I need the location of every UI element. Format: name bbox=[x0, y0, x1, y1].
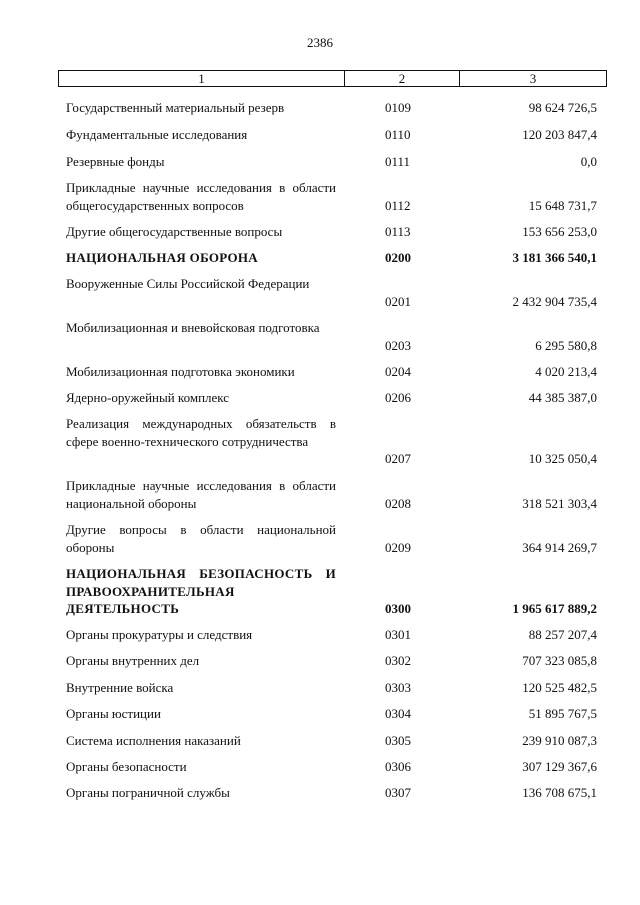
row-code: 0304 bbox=[385, 706, 411, 721]
row-amount: 239 910 087,3 bbox=[522, 733, 597, 748]
row-code: 0305 bbox=[385, 733, 411, 748]
header-col-1: 1 bbox=[59, 71, 345, 86]
row-name: Система исполнения наказаний bbox=[66, 733, 241, 748]
page-number: 2386 bbox=[307, 35, 333, 50]
row-name: Вооруженные Силы Российской Федерации bbox=[66, 276, 310, 291]
row-amount: 120 203 847,4 bbox=[522, 127, 597, 142]
row-name: Другие общегосударственные вопросы bbox=[66, 224, 283, 239]
row-code: 0113 bbox=[385, 224, 411, 239]
row-amount: 2 432 904 735,4 bbox=[512, 293, 597, 309]
row-code: 0204 bbox=[385, 364, 411, 379]
header-col-2: 2 bbox=[345, 71, 460, 86]
row-amount: 364 914 269,7 bbox=[522, 539, 597, 555]
row-name: Мобилизационная и вневойсковая подготовка bbox=[66, 320, 320, 335]
row-code: 0300 bbox=[385, 601, 411, 616]
row-name: Прикладные научные исследования в области национальной обороны bbox=[66, 478, 336, 511]
row-amount: 307 129 367,6 bbox=[522, 759, 597, 774]
row-name: Органы внутренних дел bbox=[66, 653, 200, 668]
row-name: Государственный материальный резерв bbox=[66, 100, 285, 115]
row-code: 0209 bbox=[385, 539, 411, 555]
row-name: Прикладные научные исследования в области общегосударственных вопросов bbox=[66, 180, 336, 213]
row-code: 0303 bbox=[385, 680, 411, 695]
row-amount: 1 965 617 889,2 bbox=[512, 601, 597, 616]
row-code: 0203 bbox=[385, 337, 411, 353]
row-amount: 51 895 767,5 bbox=[528, 706, 597, 721]
row-code: 0112 bbox=[385, 197, 411, 213]
row-amount: 120 525 482,5 bbox=[522, 680, 597, 695]
row-code: 0207 bbox=[385, 451, 411, 466]
row-code: 0208 bbox=[385, 495, 411, 511]
row-name: НАЦИОНАЛЬНАЯ ОБОРОНА bbox=[66, 250, 258, 265]
row-name: Органы прокуратуры и следствия bbox=[66, 627, 253, 642]
row-name: Органы безопасности bbox=[66, 759, 187, 774]
table-header bbox=[58, 70, 607, 87]
row-name: Фундаментальные исследования bbox=[66, 127, 248, 142]
row-name: Резервные фонды bbox=[66, 154, 165, 169]
row-name: Ядерно-оружейный комплекс bbox=[66, 390, 230, 405]
row-amount: 44 385 387,0 bbox=[528, 390, 597, 405]
row-name: Внутренние войска bbox=[66, 680, 174, 695]
row-code: 0110 bbox=[385, 127, 411, 142]
row-amount: 318 521 303,4 bbox=[522, 495, 597, 511]
row-name: Органы юстиции bbox=[66, 706, 161, 721]
row-amount: 153 656 253,0 bbox=[522, 224, 597, 239]
row-amount: 6 295 580,8 bbox=[535, 337, 597, 353]
row-amount: 88 257 207,4 bbox=[528, 627, 597, 642]
row-amount: 10 325 050,4 bbox=[528, 451, 597, 466]
row-code: 0200 bbox=[385, 250, 411, 265]
row-code: 0306 bbox=[385, 759, 411, 774]
row-name: Органы пограничной службы bbox=[66, 785, 230, 800]
row-amount: 98 624 726,5 bbox=[528, 100, 597, 115]
row-name: Другие вопросы в области национальной обороны bbox=[66, 522, 336, 555]
row-amount: 136 708 675,1 bbox=[522, 785, 597, 800]
row-code: 0109 bbox=[385, 100, 411, 115]
row-name: Мобилизационная подготовка экономики bbox=[66, 364, 295, 379]
row-amount: 707 323 085,8 bbox=[522, 653, 597, 668]
row-code: 0302 bbox=[385, 653, 411, 668]
row-code: 0206 bbox=[385, 390, 411, 405]
row-name: Реализация международных обязательств в сфере военно-технического сотрудничества bbox=[66, 416, 336, 449]
row-code: 0307 bbox=[385, 785, 411, 800]
row-amount: 3 181 366 540,1 bbox=[512, 250, 597, 265]
row-code: 0201 bbox=[385, 293, 411, 309]
row-amount: 0,0 bbox=[580, 154, 597, 169]
row-code: 0301 bbox=[385, 627, 411, 642]
header-col-3: 3 bbox=[529, 70, 537, 86]
row-code: 0111 bbox=[385, 154, 411, 169]
row-amount: 15 648 731,7 bbox=[528, 197, 597, 213]
row-name: НАЦИОНАЛЬНАЯ БЕЗОПАСНОСТЬ И ПРАВООХРАНИТЕЛЬНАЯ ДЕЯТЕЛЬНОСТЬ bbox=[66, 566, 336, 616]
row-amount: 4 020 213,4 bbox=[535, 364, 597, 379]
